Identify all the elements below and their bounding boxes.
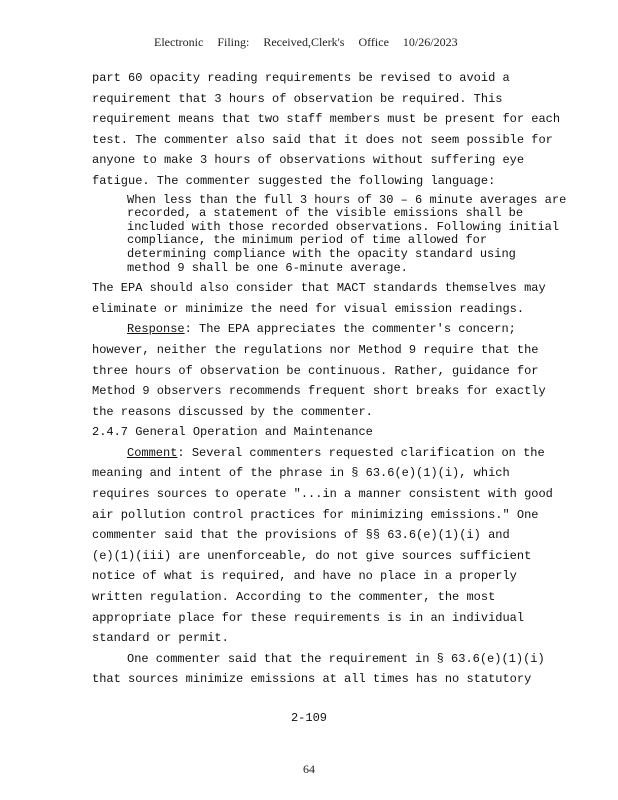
text-line: three hours of observation be continuous. Rather, guidance for [92, 363, 539, 378]
paragraph-comment [92, 443, 592, 649]
stamp-part: Received,Clerk's [263, 35, 345, 49]
page-number: 2-109 [290, 711, 327, 725]
text-line: notice of what is required, and have no place in a properly [92, 569, 517, 584]
stamp-part: Filing: [217, 35, 250, 49]
text-line: the reasons discussed by the commenter. [92, 404, 373, 419]
text-line: requirement means that two staff members must be present for each [92, 112, 561, 127]
text-line: standard or permit. [92, 631, 229, 646]
suggested-language-quote [127, 194, 592, 276]
text-line: air pollution control practices for minimizing emissions." One [92, 507, 539, 522]
text-line: requirement that 3 hours of observation be required. This [92, 91, 503, 106]
text-line: test. The commenter also said that it does not seem possible for [92, 132, 553, 147]
text-line: Method 9 observers recommends frequent short breaks for exactly [92, 384, 546, 399]
text-line: fatigue. The commenter suggested the following language: [92, 173, 496, 188]
text-line: that sources minimize emissions at all times has no statutory [92, 672, 532, 687]
stamp-part: Office [358, 35, 389, 49]
paragraph-statutory [92, 649, 592, 690]
quote-line: When less than the full 3 hours of 30 – 6 minute averages are [127, 192, 567, 207]
document-body [92, 68, 592, 690]
quote-line: method 9 shall be one 6-minute average. [127, 260, 408, 275]
response-label: Response [127, 322, 185, 337]
text-line: requires sources to operate "...in a manner consistent with good [92, 487, 553, 502]
text-line: written regulation. According to the commenter, the most [92, 590, 496, 605]
comment-lead-text: : Several commenters requested clarification on the [177, 445, 545, 460]
filing-stamp [142, 20, 472, 65]
text-line: anyone to make 3 hours of observations without suffering eye [92, 153, 525, 168]
text-line: part 60 opacity reading requirements be revised to avoid a [92, 71, 510, 85]
text-line: commenter said that the provisions of §§ 63.6(e)(1)(i) and [92, 528, 510, 543]
text-line: appropriate place for these requirements is in an individual [92, 610, 525, 625]
paragraph-mact-standards [92, 278, 592, 319]
section-heading: 2.4.7 General Operation and Maintenance [92, 425, 373, 440]
text-line: meaning and intent of the phrase in § 63.6(e)(1)(i), which [92, 466, 510, 481]
response-lead-text: : The EPA appreciates the commenter's concern; [184, 322, 516, 337]
quote-line: included with those recorded observations. Following initial [127, 219, 560, 234]
response-first-line [92, 319, 592, 340]
stamp-part: 10/26/2023 [402, 35, 458, 49]
paragraph-opacity-requirements [92, 68, 592, 192]
quote-line: recorded, a statement of the visible emissions shall be [127, 206, 524, 221]
comment-label: Comment [127, 445, 178, 460]
quote-line: compliance, the minimum period of time allowed for [127, 233, 488, 248]
paragraph-response [92, 319, 592, 422]
comment-first-line [92, 443, 592, 464]
stamp-part: Electronic [154, 35, 204, 49]
quote-line: determining compliance with the opacity standard using [127, 246, 516, 261]
text-line: however, neither the regulations nor Method 9 require that the [92, 342, 539, 357]
text-line: (e)(1)(iii) are unenforceable, do not give sources sufficient [92, 548, 532, 563]
text-line: eliminate or minimize the need for visual emission readings. [92, 301, 525, 316]
text-line: One commenter said that the requirement in § 63.6(e)(1)(i) [127, 651, 545, 666]
text-line: The EPA should also consider that MACT standards themselves may [92, 281, 546, 296]
pdf-page-number: 64 [303, 762, 315, 776]
